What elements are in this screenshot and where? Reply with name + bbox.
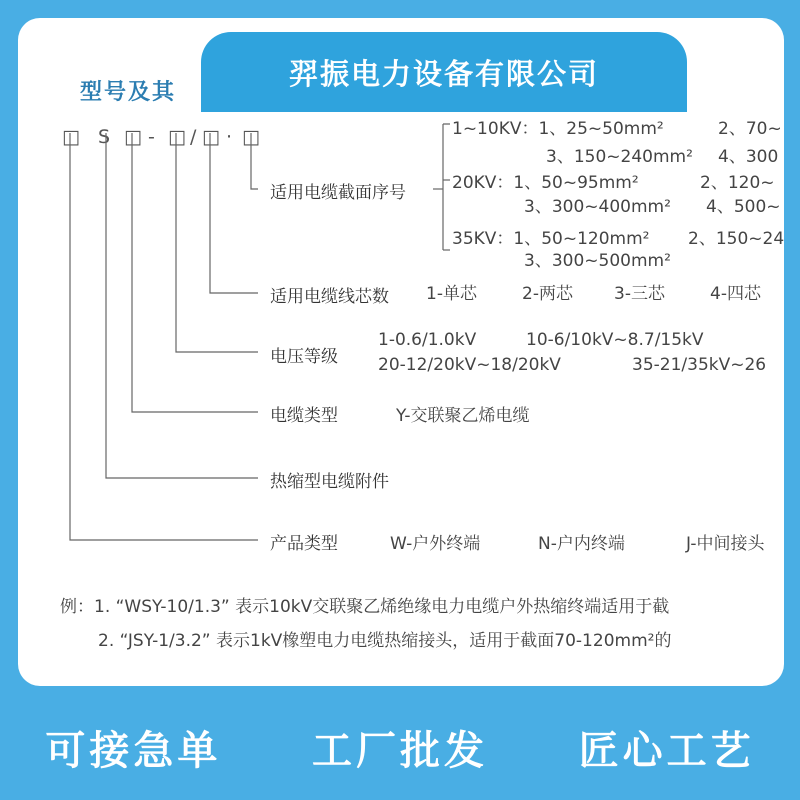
voltage-1: 1-0.6/1.0kV [378, 330, 477, 350]
section-heading: 型号及其 [80, 80, 177, 105]
kv10-col2: 2、70~ [718, 119, 782, 139]
cores-4: 4-四芯 [710, 284, 761, 304]
code-dot: · [226, 126, 233, 148]
kv10-col4: 4、300 [718, 147, 779, 167]
cores-1: 1-单芯 [426, 284, 477, 304]
kv20-col2: 2、120~ [700, 173, 775, 193]
code-box-4: □ [202, 126, 220, 148]
label-cable-type: 电缆类型 [270, 406, 338, 426]
code-box-3: □ [168, 126, 186, 148]
code-box-2: □ [124, 126, 142, 148]
example-line-2: 2. “JSY-1/3.2” 表示1kV橡塑电力电缆热缩接头，适用于截面70-120mm²的 [98, 631, 672, 651]
kv20-col4: 4、500~ [706, 197, 781, 217]
product-w: W-户外终端 [390, 534, 481, 554]
kv20-line2: 3、300~400mm² [524, 197, 671, 217]
label-cross-section: 适用电缆截面序号 [270, 183, 406, 203]
code-letter-s: S [98, 126, 111, 148]
slogan-urgent-orders: 可接急单 [45, 727, 222, 774]
kv20-line1: 20KV：1、50~95mm² [452, 173, 639, 193]
slogan-factory-wholesale: 工厂批发 [311, 727, 488, 774]
label-heat-shrink: 热缩型电缆附件 [270, 472, 389, 492]
kv10-line1: 1~10KV：1、25~50mm² [452, 119, 664, 139]
connector-lines [18, 18, 784, 686]
label-product-type: 产品类型 [270, 534, 338, 554]
product-n: N-户内终端 [538, 534, 625, 554]
voltage-10: 10-6/10kV~8.7/15kV [526, 330, 704, 350]
company-name: 羿振电力设备有限公司 [288, 56, 599, 91]
code-box-1: □ [62, 126, 80, 148]
footer-slogans [0, 712, 800, 782]
cores-3: 3-三芯 [614, 284, 665, 304]
cores-2: 2-两芯 [522, 284, 573, 304]
kv10-line2: 3、150~240mm² [546, 147, 693, 167]
kv35-line1: 35KV：1、50~120mm² [452, 229, 650, 249]
slogan-craftsmanship: 匠心工艺 [578, 727, 755, 774]
cable-type-value: Y-交联聚乙烯电缆 [396, 406, 530, 426]
voltage-20: 20-12/20kV~18/20kV [378, 355, 561, 375]
code-dash: - [148, 126, 155, 148]
code-slash: / [190, 126, 197, 148]
voltage-35: 35-21/35kV~26 [632, 355, 767, 375]
product-j: J-中间接头 [686, 534, 765, 554]
label-cores: 适用电缆线芯数 [270, 287, 389, 307]
example-line-1: 例：1. “WSY-10/1.3” 表示10kV交联聚乙烯绝缘电力电缆户外热缩终端适用于截 [60, 597, 670, 617]
spec-card [18, 18, 784, 686]
kv35-line2: 3、300~500mm² [524, 251, 671, 271]
label-voltage: 电压等级 [270, 347, 338, 367]
code-box-5: □ [242, 126, 260, 148]
kv35-col2: 2、150~24 [688, 229, 784, 249]
